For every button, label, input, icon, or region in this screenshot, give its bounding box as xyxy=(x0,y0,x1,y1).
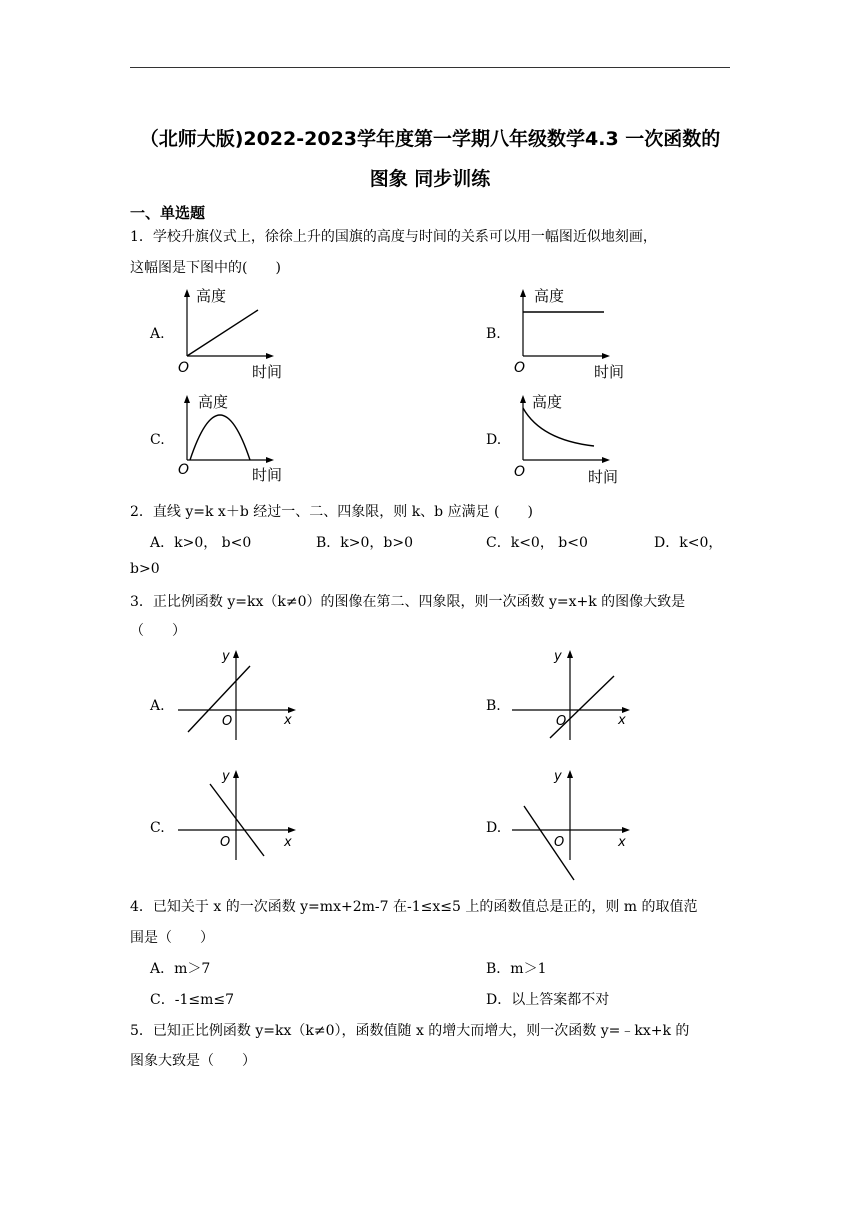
q1-c-y-label: 高度 xyxy=(198,393,229,411)
q3-c-x-label: x xyxy=(284,835,292,850)
q3-option-a-label: A. xyxy=(150,698,165,714)
q1-a-x-label: 时间 xyxy=(252,363,283,381)
q1-option-c-label: C. xyxy=(150,432,165,448)
q1-option-b-label: B. xyxy=(486,326,501,342)
q4-stem-line2: 围是（ ） xyxy=(130,930,214,946)
q3-stem-line1: 3．正比例函数 y=kx（k≠0）的图像在第二、四象限，则一次函数 y=x+k 的图像大致是 xyxy=(130,594,686,610)
q3-b-y-label: y xyxy=(554,649,562,664)
section-heading: 一、单选题 xyxy=(130,204,206,222)
q3-d-y-label: y xyxy=(554,769,562,784)
header-rule xyxy=(130,67,730,68)
q5-stem-line1: 5．已知正比例函数 y=kx（k≠0），函数值随 x 的增大而增大，则一次函数 y=﹣kx+k 的 xyxy=(130,1023,690,1039)
q4-option-b: B．m＞1 xyxy=(486,961,547,977)
q4-stem-line1: 4．已知关于 x 的一次函数 y=mx+2m-7 在-1≤x≤5 上的函数值总是正的，则 m 的取值范 xyxy=(130,899,698,915)
q4-option-c: C．-1≤m≤7 xyxy=(150,992,234,1008)
q2-option-d-continued: b>0 xyxy=(130,561,160,577)
document-title-line1: （北师大版)2022-2023学年度第一学期八年级数学4.3 一次函数的 xyxy=(139,128,721,150)
q1-option-a-label: A. xyxy=(150,326,165,342)
q2-option-c: C．k<0， b<0 xyxy=(486,535,588,551)
q1-b-origin: O xyxy=(514,360,526,376)
q1-d-origin: O xyxy=(514,464,526,480)
q2-option-a: A．k>0， b<0 xyxy=(150,535,252,551)
q3-d-origin: O xyxy=(554,835,565,850)
q1-d-x-label: 时间 xyxy=(588,468,619,486)
q3-c-origin: O xyxy=(220,835,231,850)
q2-option-d: D．k<0， xyxy=(654,535,723,551)
q2-stem: 2．直线 y=k x＋b 经过一、二、四象限，则 k、b 应满足 ( ) xyxy=(130,504,533,520)
q1-graph-a xyxy=(170,284,290,384)
q3-graph-a xyxy=(174,646,304,746)
q3-a-y-label: y xyxy=(222,649,230,664)
q3-c-y-label: y xyxy=(222,769,230,784)
q1-c-origin: O xyxy=(178,462,190,478)
q1-graph-b xyxy=(506,284,636,384)
q1-graph-d xyxy=(506,390,636,490)
q3-a-origin: O xyxy=(222,714,233,729)
q3-option-c-label: C. xyxy=(150,820,165,836)
q1-stem-line2: 这幅图是下图中的( ) xyxy=(130,260,281,276)
q3-d-x-label: x xyxy=(618,835,626,850)
q3-stem-line2: （ ） xyxy=(130,623,186,639)
q1-option-d-label: D. xyxy=(486,432,502,448)
q3-graph-d xyxy=(508,766,638,866)
q4-option-a: A．m＞7 xyxy=(150,961,211,977)
q1-a-y-label: 高度 xyxy=(196,287,227,305)
document-title-line2: 图象 同步训练 xyxy=(369,168,491,190)
q1-graph-c xyxy=(170,390,290,490)
q3-a-x-label: x xyxy=(284,713,292,728)
q3-graph-c xyxy=(174,766,304,866)
q3-b-origin: O xyxy=(556,714,567,729)
q1-stem-line1: 1．学校升旗仪式上，徐徐上升的国旗的高度与时间的关系可以用一幅图近似地刻画， xyxy=(130,229,657,245)
q1-b-y-label: 高度 xyxy=(534,287,565,305)
q1-a-origin: O xyxy=(178,360,190,376)
q5-stem-line2: 图象大致是（ ） xyxy=(130,1053,256,1069)
q1-c-x-label: 时间 xyxy=(252,466,283,484)
q3-b-x-label: x xyxy=(618,713,626,728)
q2-option-b: B．k>0，b>0 xyxy=(316,535,414,551)
q3-option-b-label: B. xyxy=(486,698,501,714)
q1-d-y-label: 高度 xyxy=(532,393,563,411)
q4-option-d: D．以上答案都不对 xyxy=(486,992,610,1008)
q1-b-x-label: 时间 xyxy=(594,363,625,381)
q3-graph-b xyxy=(508,646,638,746)
q3-option-d-label: D. xyxy=(486,820,502,836)
